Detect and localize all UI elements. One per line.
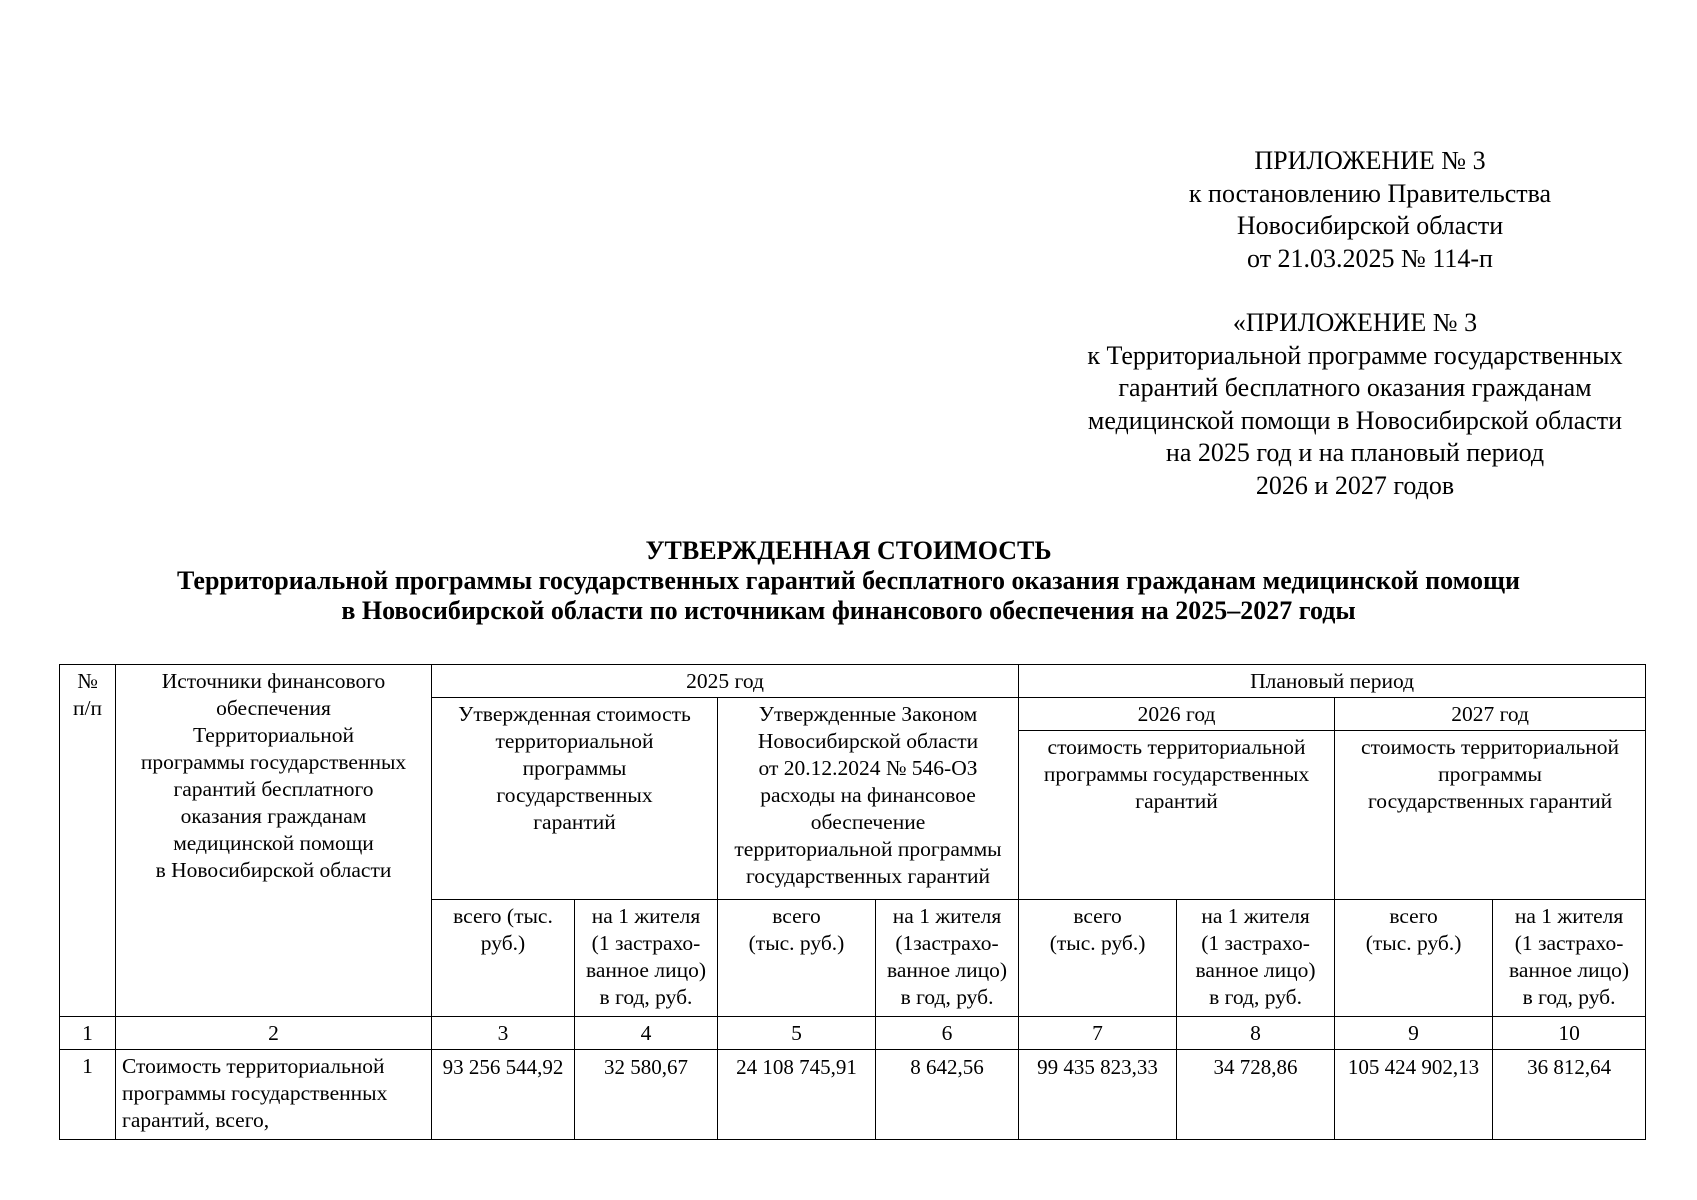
cell-line: Территориальной <box>192 723 354 747</box>
row-source <box>116 1050 432 1140</box>
appendix-2-line: медицинской помощи в Новосибирской области <box>1087 405 1623 435</box>
cell-line: Утвержденная стоимость <box>458 702 691 726</box>
cell-line: программы <box>522 756 627 780</box>
row-number: 1 <box>60 1050 116 1140</box>
cell-line: ванное лицо) <box>585 958 706 982</box>
value-law-total-2025: 24 108 745,91 <box>718 1050 876 1140</box>
cell-line: обеспечение <box>810 810 926 834</box>
value-per-capita-2027: 36 812,64 <box>1493 1050 1646 1140</box>
cell-line: п/п <box>73 696 102 720</box>
value-per-capita-2025: 32 580,67 <box>575 1050 718 1140</box>
cell-line: гарантий, всего, <box>122 1108 270 1132</box>
document-title <box>0 536 1697 626</box>
cell-line: (1застрахо- <box>895 931 999 955</box>
column-number: 7 <box>1019 1017 1177 1050</box>
column-number: 5 <box>718 1017 876 1050</box>
value-law-per-capita-2025: 8 642,56 <box>876 1050 1019 1140</box>
appendix-1-line: к постановлению Правительства <box>1188 178 1552 208</box>
header-source <box>116 665 432 1017</box>
cell-line: оказания гражданам <box>180 804 367 828</box>
header-planned-period: Плановый период <box>1019 665 1646 698</box>
cell-line: в Новосибирской области <box>155 858 392 882</box>
header-cost-2027 <box>1335 731 1646 900</box>
column-number-row <box>60 1017 1646 1050</box>
header-approved-law <box>718 698 1019 900</box>
cell-line: гарантий <box>533 810 616 834</box>
cell-line: в год, руб. <box>599 985 693 1009</box>
cell-line: (1 застрахо- <box>591 931 701 955</box>
header-cost-2026 <box>1019 731 1335 900</box>
appendix-reference-1 <box>1170 145 1570 275</box>
appendix-2-line: гарантий бесплатного оказания гражданам <box>1118 373 1592 402</box>
cell-line: расходы на финансовое <box>760 783 976 807</box>
value-total-2027: 105 424 902,13 <box>1335 1050 1493 1140</box>
cell-line: обеспечения <box>216 696 331 720</box>
cell-line: программы государственных <box>1043 762 1310 786</box>
header-col-7 <box>1019 900 1177 1017</box>
cell-line: медицинской помощи <box>173 831 374 855</box>
cell-line: государственных гарантий <box>1368 789 1613 813</box>
column-number: 3 <box>432 1017 575 1050</box>
appendix-2-line: на 2025 год и на плановый период <box>1165 438 1545 467</box>
header-col-6 <box>876 900 1019 1017</box>
cell-line: территориальной программы <box>734 837 1002 861</box>
header-year-2025: 2025 год <box>432 665 1019 698</box>
header-col-3 <box>432 900 575 1017</box>
cell-line: всего <box>1389 904 1438 928</box>
cell-line: ванное лицо) <box>1509 958 1630 982</box>
header-col-8 <box>1177 900 1335 1017</box>
cell-line: (тыс. руб.) <box>1365 931 1462 955</box>
value-total-2025: 93 256 544,92 <box>432 1050 575 1140</box>
cell-line: ванное лицо) <box>1195 958 1316 982</box>
cell-line: на 1 жителя <box>892 904 1002 928</box>
cell-line: стоимость территориальной <box>1047 735 1306 759</box>
cell-line: Утвержденные Законом <box>758 702 978 726</box>
cell-line: Стоимость территориальной <box>122 1054 385 1078</box>
appendix-1-line: от 21.03.2025 № 114-п <box>1247 243 1493 273</box>
cell-line: руб.) <box>480 931 526 955</box>
cell-line: государственных гарантий <box>745 864 991 888</box>
cell-line: на 1 жителя <box>591 904 701 928</box>
cell-line: Новосибирской области <box>757 729 979 753</box>
cell-line: в год, руб. <box>1522 985 1616 1009</box>
cell-line: на 1 жителя <box>1201 904 1310 928</box>
title-subheading: в Новосибирской области по источникам финансового обеспечения на 2025–2027 годы <box>341 596 1356 625</box>
header-col-9 <box>1335 900 1493 1017</box>
cell-line: Источники финансового <box>161 669 386 693</box>
cell-line: ванное лицо) <box>887 958 1008 982</box>
title-subheading: Территориальной программы государственных гарантий бесплатного оказания гражданам медицинской помощи <box>177 566 1520 595</box>
appendix-2-line: 2026 и 2027 годов <box>1255 470 1455 500</box>
appendix-2-line: «ПРИЛОЖЕНИЕ № 3 <box>1232 308 1478 337</box>
header-col-10 <box>1493 900 1646 1017</box>
cell-line: (тыс. руб.) <box>1049 931 1146 955</box>
cell-line: № <box>77 669 98 693</box>
column-number: 4 <box>575 1017 718 1050</box>
column-number: 2 <box>116 1017 432 1050</box>
cell-line: на 1 жителя <box>1514 904 1624 928</box>
cell-line: всего (тыс. <box>453 904 553 928</box>
cell-line: территориальной <box>495 729 654 753</box>
cell-line: всего <box>1073 904 1122 928</box>
cell-line: гарантий <box>1135 789 1218 813</box>
cell-line: государственных <box>496 783 653 807</box>
cell-line: (1 застрахо- <box>1514 931 1624 955</box>
header-approved-cost <box>432 698 718 900</box>
appendix-reference-2 <box>1025 307 1685 502</box>
value-total-2026: 99 435 823,33 <box>1019 1050 1177 1140</box>
cell-line: программы государственных <box>140 750 407 774</box>
cell-line: в год, руб. <box>900 985 994 1009</box>
column-number: 10 <box>1493 1017 1646 1050</box>
value-per-capita-2026: 34 728,86 <box>1177 1050 1335 1140</box>
cell-line: от 20.12.2024 № 546-ОЗ <box>758 756 978 780</box>
cell-line: (1 застрахо- <box>1201 931 1310 955</box>
column-number: 1 <box>60 1017 116 1050</box>
column-number: 9 <box>1335 1017 1493 1050</box>
appendix-1-line: ПРИЛОЖЕНИЕ № 3 <box>1254 146 1486 175</box>
header-col-5 <box>718 900 876 1017</box>
cell-line: всего <box>772 904 821 928</box>
cell-line: гарантий бесплатного <box>173 777 374 801</box>
cost-table <box>59 664 1646 1140</box>
cell-line: (тыс. руб.) <box>748 931 845 955</box>
cell-line: программы государственных <box>122 1081 388 1105</box>
header-number <box>60 665 116 1017</box>
cell-line: программы <box>1438 762 1542 786</box>
column-number: 8 <box>1177 1017 1335 1050</box>
header-year-2026: 2026 год <box>1019 698 1335 731</box>
header-col-4 <box>575 900 718 1017</box>
header-year-2027: 2027 год <box>1335 698 1646 731</box>
title-heading: УТВЕРЖДЕННАЯ СТОИМОСТЬ <box>645 536 1052 565</box>
appendix-2-line: к Территориальной программе государственных <box>1087 340 1623 370</box>
table-row <box>60 1050 1646 1140</box>
cell-line: в год, руб. <box>1209 985 1302 1009</box>
column-number: 6 <box>876 1017 1019 1050</box>
appendix-1-line: Новосибирской области <box>1236 211 1504 240</box>
cell-line: стоимость территориальной <box>1361 735 1620 759</box>
